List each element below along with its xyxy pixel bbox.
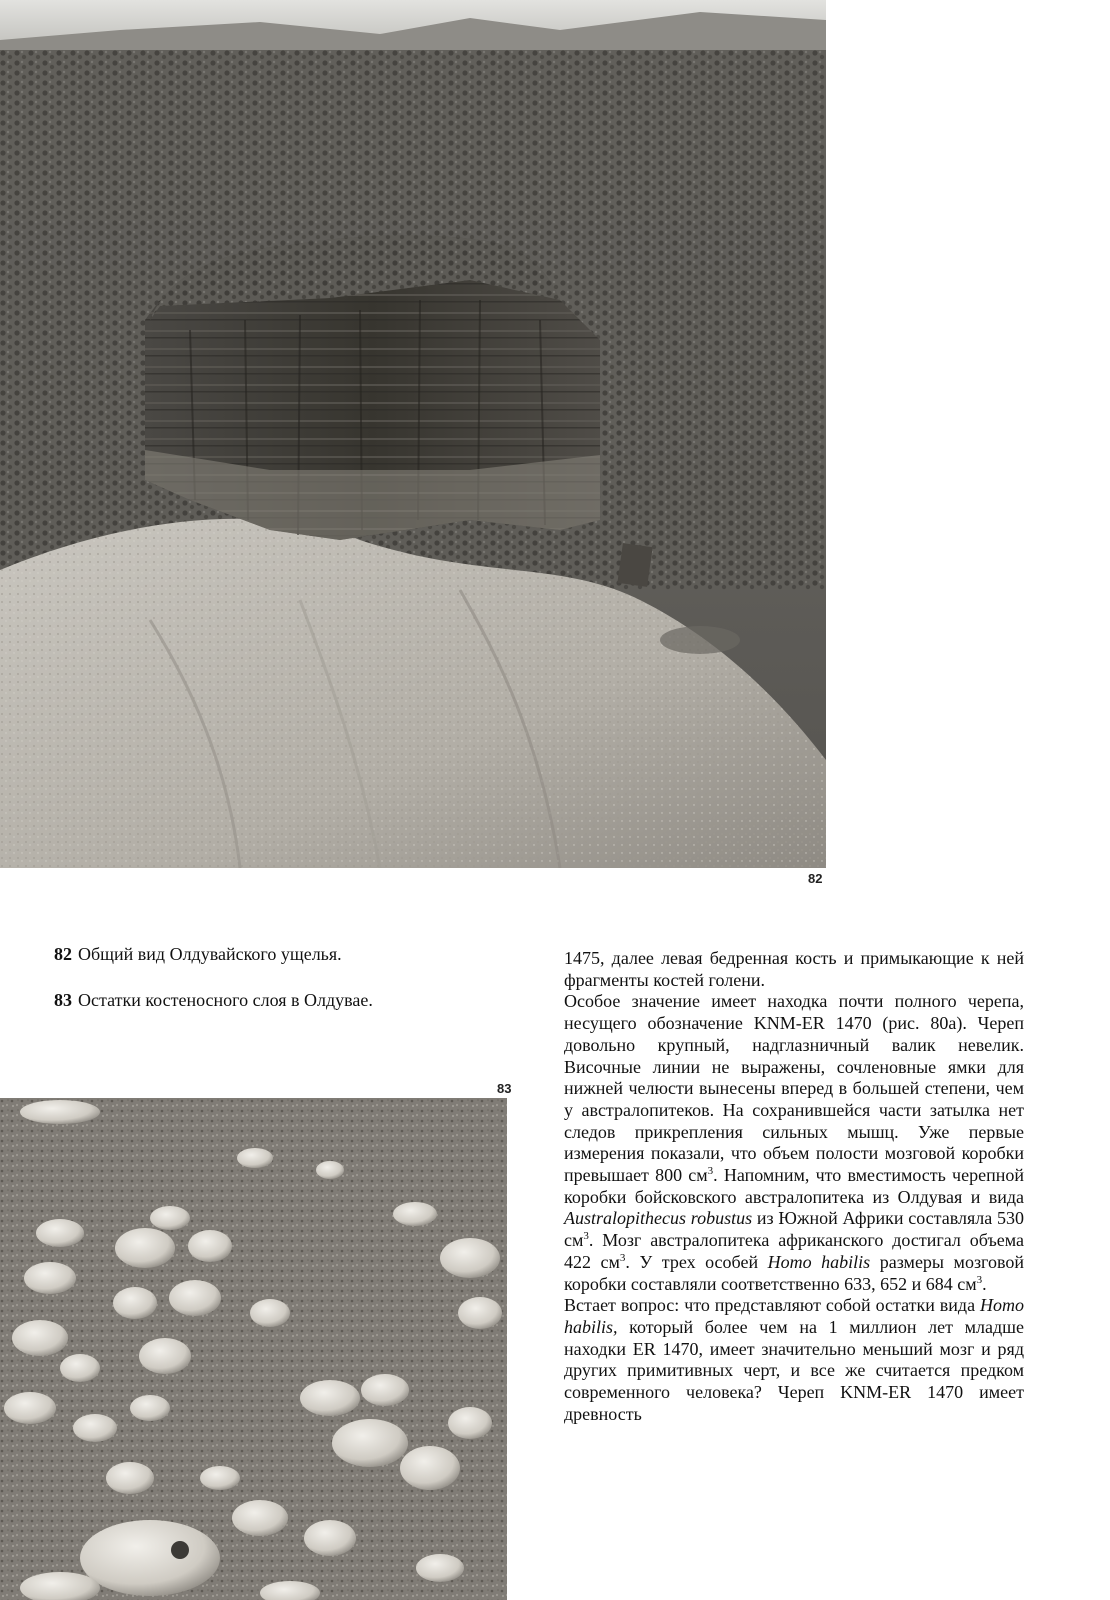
paragraph [564,991,1024,1295]
superscript: 3 [619,1251,626,1264]
figure-number-83: 83 [497,1081,512,1096]
paragraph-text: Встает вопрос: что представляют собой остатки вида [564,1295,980,1316]
paragraph [564,1295,1024,1425]
paragraph-text: . Напомним, что вместимость черепной коробки бойсковского австралопитека из Олдувая и вида [564,1165,1024,1207]
paragraph [564,948,1024,991]
paragraph-text: . [982,1273,987,1294]
caption-figure-82 [54,944,342,965]
paragraph-text: . Мозг австралопитека африканского достигал объема 422 см [564,1230,1024,1272]
caption-number: 82 [54,944,72,964]
bone-layer-image [0,1098,507,1600]
paragraph-text: который более чем на 1 миллион лет младше находки ER 1470, имеет значительно меньший мозг и ряд других примитивных черт, и все же считается предком современного человека? Череп KNM-ER 1470 имеет древность [564,1316,1024,1424]
paragraph-text: 1475, далее левая бедренная кость и примыкающие к ней фрагменты костей голени. [564,948,1024,990]
caption-text: Общий вид Олдувайского ущелья. [78,944,342,964]
paragraph-text: из Южной Африки составляла 530 см [564,1208,1024,1251]
photo-bone-layer [0,1098,507,1600]
paragraph-text: размеры мозговой коробки составляли соответственно 633, 652 и 684 см [564,1251,1025,1294]
caption-figure-83 [54,990,373,1011]
gorge-landscape-image [0,0,826,868]
superscript: 3 [707,1165,714,1178]
superscript: 3 [976,1273,983,1286]
paragraph-text: . У трех особей [625,1251,768,1272]
article-body [564,948,1024,1425]
figure-number-82: 82 [808,871,823,886]
superscript: 3 [583,1230,589,1243]
caption-text: Остатки костеносного слоя в Олдувае. [78,990,373,1010]
caption-number: 83 [54,990,72,1010]
species-name: Homo habilis, [564,1295,1024,1337]
species-name: Australopithecus robustus [564,1208,753,1229]
photo-olduvai-gorge [0,0,826,868]
paragraph-text: Особое значение имеет находка почти полного черепа, несущего обозначение KNM-ER 1470 (рис. 80а). Череп довольно крупный, надглазничный валик невелик. Височные линии не выражены, сочленовные ямки для нижней челюсти вынесены вперед в большей степени, чем у австралопитеков. На сохранившейся части затылка нет следов прикрепления сильных мышц. Уже первые измерения показали, что объем полости мозговой коробки превышает 800 см [564,991,1024,1186]
species-name: Homo habilis [767,1251,871,1272]
